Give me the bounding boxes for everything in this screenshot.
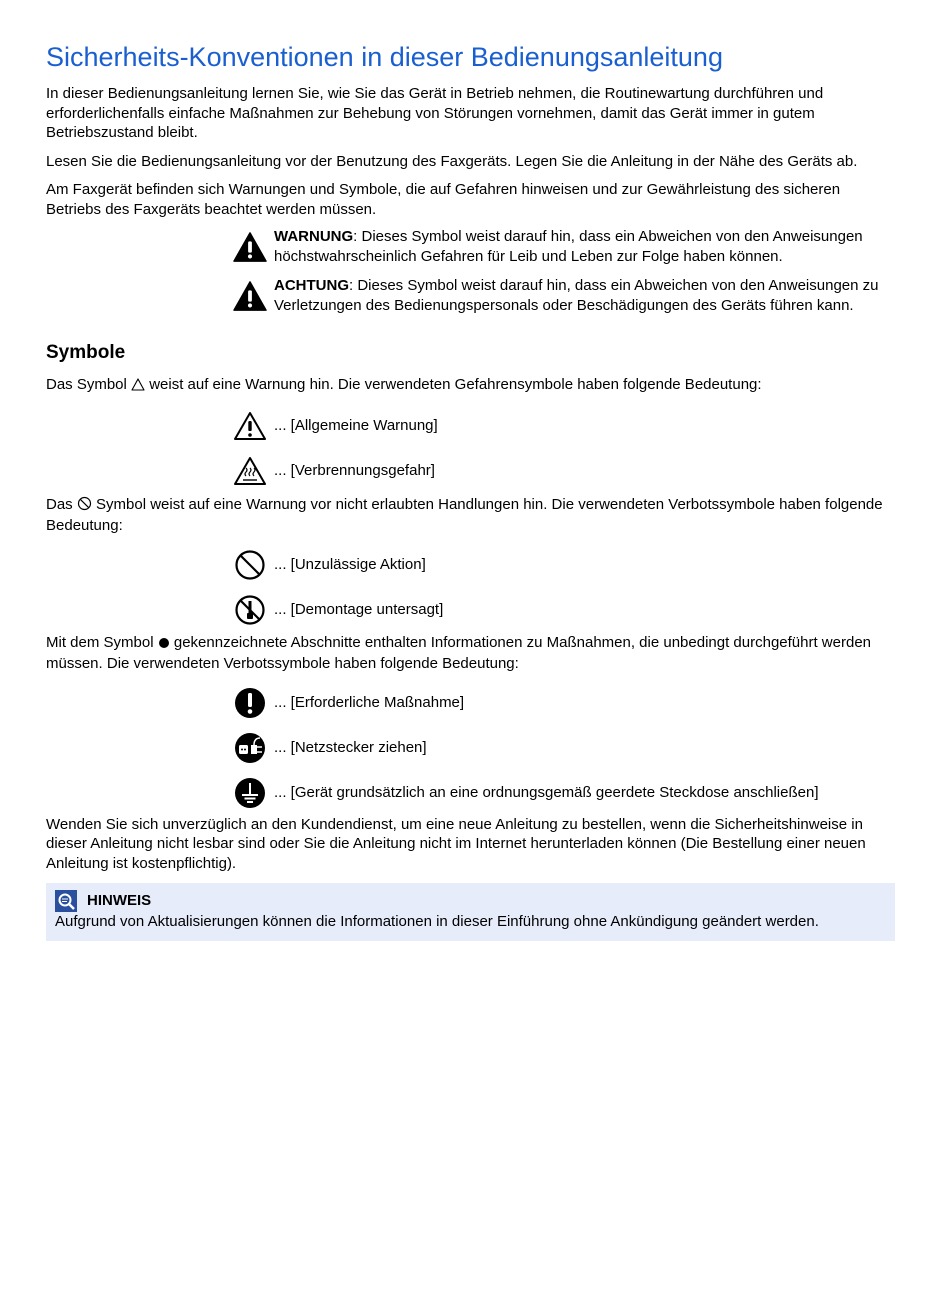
warning-description: : Dieses Symbol weist darauf hin, dass ein Abweichen von den Anweisungen höchstwahrscheinlich Gefahren für Leib und Leben zur Folge haben können. xyxy=(274,228,863,265)
caution-label: ACHTUNG xyxy=(274,277,349,294)
symbol-item-label: ... [Demontage untersagt] xyxy=(274,600,444,618)
note-icon xyxy=(55,890,77,912)
no-disassembly-icon xyxy=(233,593,267,627)
prohibition-intro-after: Symbol weist auf eine Warnung vor nicht erlaubten Handlungen hin. Die verwendeten Verbotssymbole haben folgende Bedeutung: xyxy=(46,495,883,534)
triangle-intro-after: weist auf eine Warnung hin. Die verwendeten Gefahrensymbole haben folgende Bedeutung: xyxy=(145,376,762,393)
symbol-item-label: ... [Allgemeine Warnung] xyxy=(274,416,438,434)
symbol-item-label: ... [Unzulässige Aktion] xyxy=(274,555,426,573)
warning-label: WARNUNG xyxy=(274,228,354,245)
unplug-icon xyxy=(233,731,267,765)
caution-description: : Dieses Symbol weist darauf hin, dass ein Abweichen von den Anweisungen zu Verletzungen des Bedienungspersonals oder Beschädigungen des Geräts führen kann. xyxy=(274,277,879,314)
intro-paragraph-2: Lesen Sie die Bedienungsanleitung vor der Benutzung des Faxgeräts. Legen Sie die Anleitung in der Nähe des Geräts ab. xyxy=(46,152,858,170)
symbol-item-label: ... [Verbrennungsgefahr] xyxy=(274,461,435,479)
note-text: Aufgrund von Aktualisierungen können die Informationen in dieser Einführung ohne Ankündigung geändert werden. xyxy=(55,913,819,930)
symbol-item xyxy=(233,686,895,720)
note-label: HINWEIS xyxy=(87,892,152,910)
caution-entry xyxy=(233,276,895,316)
ground-icon xyxy=(233,776,267,810)
caution-text xyxy=(274,276,895,315)
prohibition-intro xyxy=(46,495,895,536)
burn-hazard-icon xyxy=(233,454,267,488)
symbol-item xyxy=(233,548,895,582)
symbol-item xyxy=(233,776,895,810)
symbol-item xyxy=(233,454,895,488)
required-action-icon xyxy=(233,686,267,720)
symbols-heading: Symbole xyxy=(46,342,126,363)
general-warning-icon xyxy=(233,409,267,443)
intro-paragraph-1: In dieser Bedienungsanleitung lernen Sie, wie Sie das Gerät in Betrieb nehmen, die Routinewartung durchführen und erforderlichenfalls einfache Maßnahmen zur Behebung von Störungen vornehmen, damit das Gerät immer in gutem Betriebszustand bleibt. xyxy=(46,85,824,141)
caution-triangle-icon xyxy=(233,276,267,316)
triangle-intro-before: Das Symbol xyxy=(46,376,132,393)
warning-text xyxy=(274,227,895,266)
small-dot-icon xyxy=(158,635,170,655)
symbol-item-label: ... [Netzstecker ziehen] xyxy=(274,738,427,756)
symbol-item-label: ... [Erforderliche Maßnahme] xyxy=(274,693,465,711)
small-prohibition-icon xyxy=(77,496,92,517)
symbol-item xyxy=(233,593,895,627)
triangle-intro xyxy=(46,375,895,397)
warning-entry xyxy=(233,227,895,267)
symbol-item xyxy=(233,731,895,765)
mandatory-intro-before: Mit dem Symbol xyxy=(46,633,158,651)
warning-triangle-icon xyxy=(233,227,267,267)
prohibited-action-icon xyxy=(233,548,267,582)
mandatory-intro-after: gekennzeichnete Abschnitte enthalten Informationen zu Maßnahmen, die unbedingt durchgeführt werden müssen. Die verwendeten Verbotssymbole haben folgende Bedeutung: xyxy=(46,633,872,672)
intro-paragraph-3: Am Faxgerät befinden sich Warnungen und Symbole, die auf Gefahren hinweisen und zur Gewährleistung des sicheren Betriebs des Faxgeräts beachtet werden müssen. xyxy=(46,181,841,218)
mandatory-intro xyxy=(46,633,895,674)
contact-paragraph: Wenden Sie sich unverzüglich an den Kundendienst, um eine neue Anleitung zu bestellen, wenn die Sicherheitshinweise in dieser Anleitung nicht lesbar sind oder Sie die Anleitung nicht im Internet herunterladen können (Die Bestellung einer neuen Anleitung ist kostenpflichtig). xyxy=(46,815,866,872)
small-triangle-icon xyxy=(131,377,145,397)
note-header xyxy=(55,890,885,912)
symbol-item xyxy=(233,409,895,443)
prohibition-intro-before: Das xyxy=(46,495,77,513)
page-title: Sicherheits-Konventionen in dieser Bedienungsanleitung xyxy=(46,42,723,72)
symbol-item-label: ... [Gerät grundsätzlich an eine ordnungsgemäß geerdete Steckdose anschließen] xyxy=(274,783,819,801)
note-box xyxy=(46,883,895,941)
